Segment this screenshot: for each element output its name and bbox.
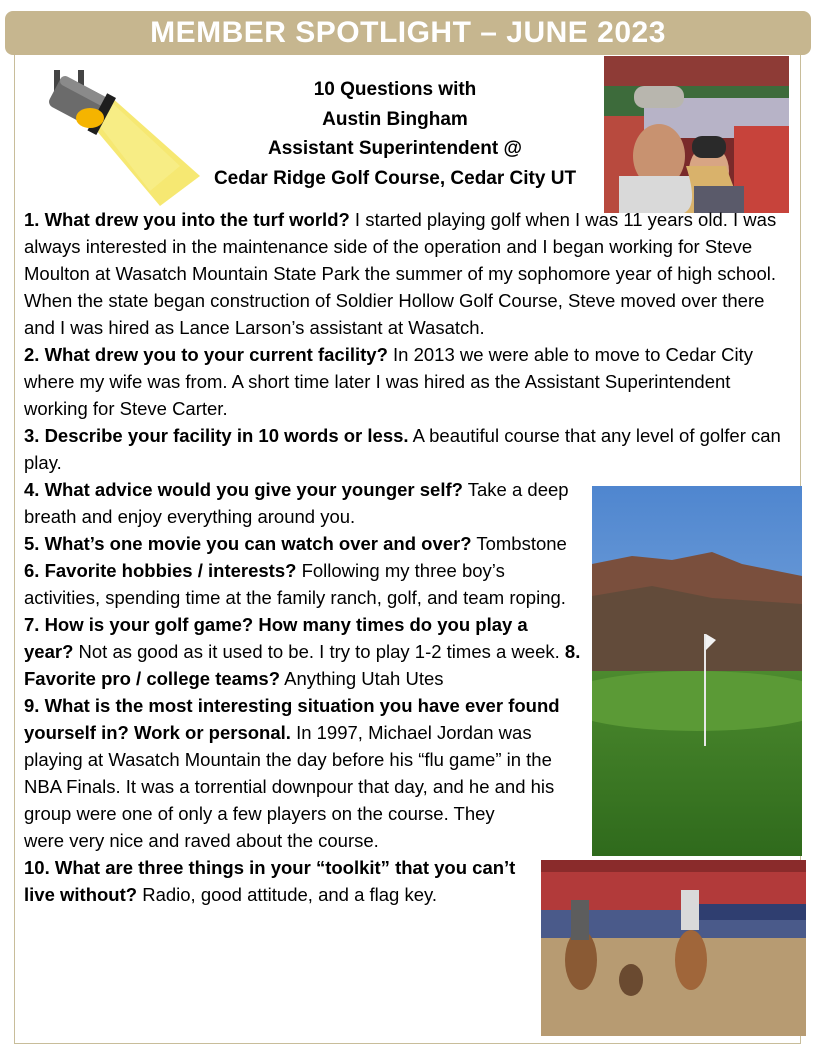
qa-item-1 — [24, 206, 794, 341]
qa-body — [24, 206, 794, 983]
question-6: 6. Favorite hobbies / interests? — [24, 560, 297, 581]
rodeo-photo-spacer — [536, 823, 794, 983]
answer-1: I started playing golf when I was 11 years old. I was always interested in the maintenance side of the operation and I began working for Steve Moulton at Wasatch Mountain State Park the summer of my sophomore year of high school. When the state began construction of Soldier Hollow Golf Course, Steve moved over there and I was hired as Lance Larson’s assistant at Wasatch. — [24, 209, 777, 338]
spotlight-icon — [40, 66, 205, 206]
question-9: 9. What is the most interesting situation you have ever found yourself in? Work or personal. — [24, 695, 560, 743]
answer-6: Following my three boy’s activities, spending time at the family ranch, golf, and team roping. — [24, 560, 566, 608]
title-banner — [5, 11, 811, 55]
question-5: 5. What’s one movie you can watch over and over? — [24, 533, 472, 554]
golf-photo-spacer — [582, 479, 794, 823]
qa-item-3 — [24, 422, 794, 476]
qa-item-2 — [24, 341, 794, 422]
answer-3: A beautiful course that any level of golfer can play. — [24, 425, 781, 473]
question-4: 4. What advice would you give your younger self? — [24, 479, 463, 500]
answer-4: Take a deep breath and enjoy everything around you. — [24, 479, 569, 527]
question-7: 7. How is your golf game? How many times do you play a year? — [24, 614, 528, 662]
header-name: Austin Bingham — [322, 108, 468, 130]
question-1: 1. What drew you into the turf world? — [24, 209, 350, 230]
header-location: Cedar Ridge Golf Course, Cedar City UT — [213, 167, 577, 189]
answer-9: In 1997, Michael Jordan was playing at Wasatch Mountain the day before his “flu game” in the NBA Finals. It was a torrential downpour that day, and he and his group were one of only a few players on the course. They were very nice and raved about the course. — [24, 722, 555, 851]
stadium-photo — [604, 56, 789, 213]
question-3: 3. Describe your facility in 10 words or less. — [24, 425, 409, 446]
answer-10: Radio, good attitude, and a flag key. — [137, 884, 438, 905]
page-title: MEMBER SPOTLIGHT – JUNE 2023 — [150, 16, 666, 49]
question-8: 8. Favorite pro / college teams? — [24, 641, 581, 689]
answer-5: Tombstone — [471, 533, 567, 554]
answer-8: Anything Utah Utes — [280, 668, 444, 689]
header-role: Assistant Superintendent @ — [268, 138, 522, 159]
article-header — [195, 75, 595, 193]
answer-7: Not as good as it used to be. I try to play 1-2 times a week. — [73, 641, 565, 662]
question-10: 10. What are three things in your “toolkit” that you can’t live without? — [24, 857, 516, 905]
question-2: 2. What drew you to your current facility? — [24, 344, 388, 365]
answer-2: In 2013 we were able to move to Cedar City where my wife was from. A short time later I was hired as the Assistant Superintendent working for Steve Carter. — [24, 344, 753, 419]
header-line-1: 10 Questions with — [313, 79, 477, 100]
